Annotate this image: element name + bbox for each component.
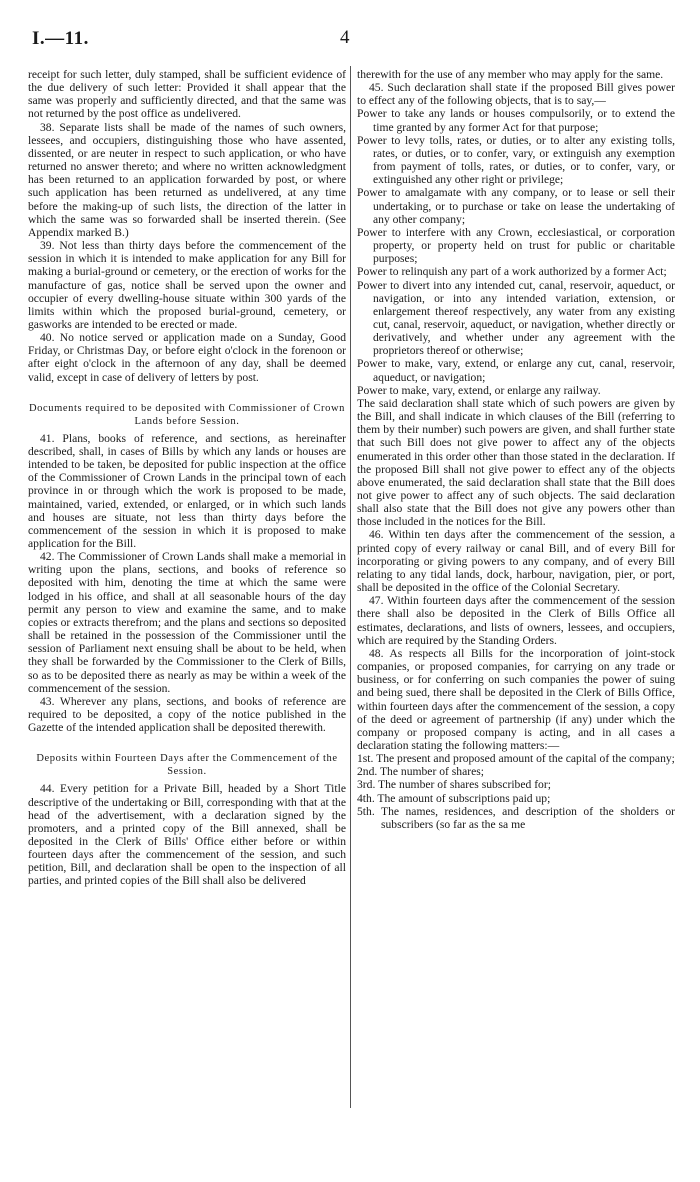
paragraph-46: 46. Within ten days after the commencement of the session, a printed copy of every railway or canal Bill, and of every Bill for incorporating or giving powers to any company, and of every Bill relating to any tidal lands, dock, harbour, navigation, pier, or port, shall be deposited in the office of the Colonial Secretary. xyxy=(357,528,675,595)
matter-item: 1st. The present and proposed amount of the capital of the company; xyxy=(357,752,675,766)
column-divider xyxy=(350,66,351,1108)
matter-item: 3rd. The number of shares subscribed for; xyxy=(357,778,551,792)
right-column xyxy=(357,68,675,831)
power-item: Power to relinquish any part of a work authorized by a former Act; xyxy=(357,265,667,279)
paragraph-43: 43. Wherever any plans, sections, and books of reference are required to be deposited, a copy of the notice published in the Gazette of the intended application shall be deposited therewith. xyxy=(28,694,346,735)
power-item: Power to divert into any intended cut, canal, reservoir, aqueduct, or navigation, or into any intended variation, extension, or enlargement thereof respectively, any water from any existing cut, canal, reservoir, aqueduct, or navigation, whether directly or derivatively, and whether under any agreement with the proprietors thereof or otherwise; xyxy=(357,278,675,358)
section-reference: I.—11. xyxy=(32,28,89,49)
matter-item: 2nd. The number of shares; xyxy=(357,765,484,779)
power-item: Power to make, vary, extend, or enlarge any railway. xyxy=(357,383,601,397)
paragraph-45-declaration: The said declaration shall state which of such powers are given by the Bill, and shall indicate in which clauses of the Bill (referring to them by their number) such powers are given, and shall further state that such Bill does not give power to affect any of the objects enumerated in this order other than those stated in the declaration. If the proposed Bill shall not give power to effect any of the objects above enumerated, the said declaration shall state that the Bill does not give power to affect any of such objects. The said declaration shall also state that the Bill does not give any powers other than those included in the notices for the Bill. xyxy=(357,396,675,529)
section-heading-crown-lands: Documents required to be deposited with Commissioner of Crown Lands before Session. xyxy=(29,402,345,427)
power-item: Power to amalgamate with any company, or to lease or sell their undertaking, or to purchase or take on lease the undertaking of any other company; xyxy=(357,186,675,226)
power-item: Power to take any lands or houses compulsorily, or to extend the time granted by any former Act for that purpose; xyxy=(357,107,675,134)
paragraph-40: 40. No notice served or application made on a Sunday, Good Friday, or Christmas Day, or before eight o'clock in the forenoon or after eight o'clock in the afternoon of any day, shall be deemed valid, except in case of delivery of letters by post. xyxy=(28,331,346,384)
paragraph-47: 47. Within fourteen days after the commencement of the session there shall also be deposited in the Clerk of Bills Office all estimates, declarations, and lists of owners, lessees, and occupiers, which are required by the Standing Orders. xyxy=(357,594,675,647)
power-item: Power to levy tolls, rates, or duties, or to alter any existing tolls, rates, or duties, or to confer, vary, or extinguish any exemption from payment of tolls, rates, or duties, or to confer, vary, or extinguished any other right or privilege; xyxy=(357,133,675,187)
paragraph-41: 41. Plans, books of reference, and sections, as hereinafter described, shall, in cases of Bills by which any lands or houses are intended to be taken, be deposited for public inspection at the office of the Commissioner of Crown Lands in the principal town of each province in or through which the work is proposed to be made, maintained, varied, extended, or enlarged, or in which such lands and houses are situate, not less than thirty days before the commencement of the session in which it is proposed to make application for the Bill. xyxy=(28,431,346,550)
matter-item: 5th. The names, residences, and description of the sholders or subscribers (so far as the sa me xyxy=(357,804,675,831)
paragraph-42: 42. The Commissioner of Crown Lands shall make a memorial in writing upon the plans, sections, and books of reference so deposited with him, denoting the time at which the same were lodged in his office, and shall at all seasonable hours of the day permit any person to view and examine the same, and to make copies or extracts therefrom; and the plans and sections so deposited shall be retained in the possession of the Commissioner until the session of Parliament next ensuing shall be about to be held, when they shall be forwarded by the Commissioner to the Clerk of Bills, so as to be deposited there as nearly as may be within a week of the commencement of the session. xyxy=(28,550,346,695)
power-item: Power to interfere with any Crown, ecclesiastical, or corporation property, or property held on trust for public or charitable purposes; xyxy=(357,225,675,266)
paragraph-38: 38. Separate lists shall be made of the names of such owners, lessees, and occupiers, distinguishing those who have assented, dissented, or are neuter in respect to such application, or who have returned no answer thereto; and where no written acknowledgment has been returned to an application forwarded by post, or where such application has been returned as undelivered, at any time before the making-up of such lists, the direction of the latter in which the same was so forwarded shall be inserted therein. (See Appendix marked B.) xyxy=(28,120,346,239)
page-number: 4 xyxy=(340,27,350,48)
section-heading-deposits: Deposits within Fourteen Days after the Commencement of the Session. xyxy=(36,753,338,778)
paragraph-continued: therewith for the use of any member who may apply for the same. xyxy=(357,68,664,81)
matter-item: 4th. The amount of subscriptions paid up; xyxy=(357,791,551,805)
paragraph-44: 44. Every petition for a Private Bill, headed by a Short Title descriptive of the undertaking or Bill, corresponding with that at the head of the advertisement, with a declaration signed by the promoters, and a printed copy of the Bill annexed, shall be deposited in the Clerk of Bills' Office either before or within fourteen days after the commencement of the session, and such petition, Bill, and declaration shall be open to the inspection of all parties, and printed copies of the Bill shall also be delivered xyxy=(28,782,346,888)
paragraph-39: 39. Not less than thirty days before the commencement of the session in which it is intended to make application for any Bill for making a burial-ground or cemetery, or the erection of works for the manufacture of gas, notice shall be served upon the owner and occupier of every dwelling-house situate within 300 yards of the limits within which the proposed burial-ground, cemetery, or gasworks are intended to be erected or made. xyxy=(28,239,346,331)
paragraph-45: 45. Such declaration shall state if the proposed Bill gives power to effect any of the following objects, that is to say,— xyxy=(357,81,675,108)
left-column xyxy=(28,68,346,888)
paragraph-48: 48. As respects all Bills for the incorporation of joint-stock companies, or proposed companies, for carrying on any trade or business, or for conferring on such companies the power of suing and being sued, there shall be deposited in the Clerk of Bills Office, within fourteen days after the commencement of the session, a copy of the deed or agreement of partnership (if any) under which the company or proposed company is acting, and in all cases a declaration stating the following matters:— xyxy=(357,646,675,752)
paragraph-continued: receipt for such letter, duly stamped, shall be sufficient evidence of the due delivery of such letter: Provided it shall appear that the same was properly and sufficiently directed, and that the same was not returned by the post office as undelivered. xyxy=(28,68,346,121)
power-item: Power to make, vary, extend, or enlarge any cut, canal, reservoir, aqueduct, or navigation; xyxy=(357,357,675,384)
